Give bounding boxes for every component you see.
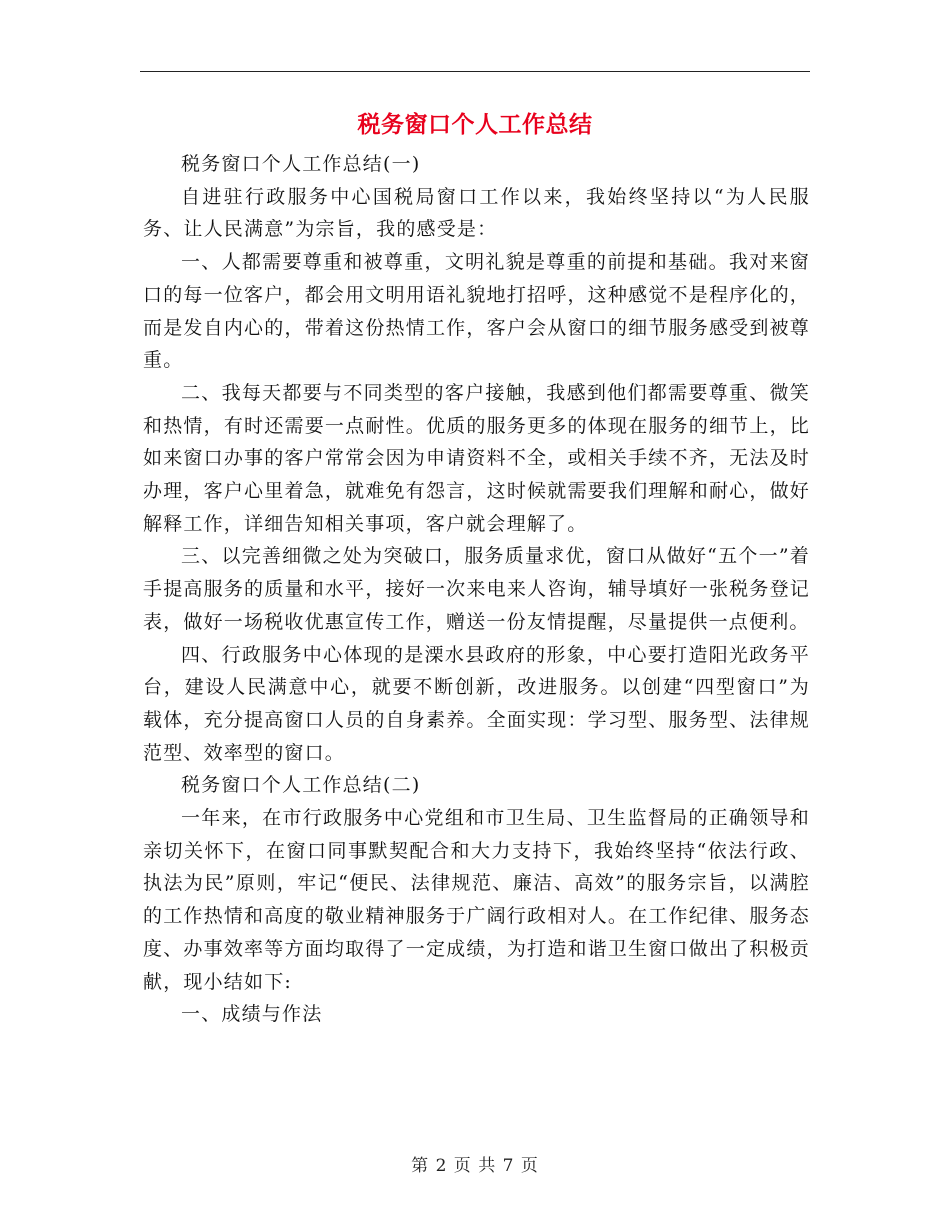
paragraph-point-1: 一、人都需要尊重和被尊重，文明礼貌是尊重的前提和基础。我对来窗口的每一位客户，都会用文明用语礼貌地打招呼，这种感觉不是程序化的，而是发自内心的，带着这份热情工作，客户会从窗口的细节服务感受到被尊重。 (143, 251, 810, 372)
document-body (143, 148, 810, 1031)
subheading-achievements: 一、成绩与作法 (181, 1003, 323, 1026)
paragraph-point-4: 四、行政服务中心体现的是溧水县政府的形象，中心要打造阳光政务平台，建设人民满意中心，就要不断创新，改进服务。以创建“四型窗口”为载体，充分提高窗口人员的自身素养。全面实现：学习型、服务型、法律规范型、效率型的窗口。 (143, 643, 810, 764)
header-rule (140, 71, 810, 72)
page-footer: 第 2 页 共 7 页 (411, 1156, 539, 1176)
document-title: 税务窗口个人工作总结 (357, 111, 593, 138)
section-heading-1: 税务窗口个人工作总结(一) (181, 153, 421, 175)
paragraph-point-2: 二、我每天都要与不同类型的客户接触，我感到他们都需要尊重、微笑和热情，有时还需要一点耐性。优质的服务更多的体现在服务的细节上，比如来窗口办事的客户常常会因为申请资料不全，或相关手续不齐，无法及时办理，客户心里着急，就难免有怨言，这时候就需要我们理解和耐心，做好解释工作，详细告知相关事项，客户就会理解了。 (143, 381, 810, 535)
paragraph-point-3: 三、以完善细微之处为突破口，服务质量求优，窗口从做好“五个一”着手提高服务的质量和水平，接好一次来电来人咨询，辅导填好一张税务登记表，做好一场税收优惠宣传工作，赠送一份友情提醒，尽量提供一点便利。 (143, 545, 810, 633)
paragraph-intro: 自进驻行政服务中心国税局窗口工作以来，我始终坚持以“为人民服务、让人民满意”为宗旨，我的感受是： (143, 185, 810, 241)
section-heading-2: 税务窗口个人工作总结(二) (181, 774, 421, 797)
paragraph-summary: 一年来，在市行政服务中心党组和市卫生局、卫生监督局的正确领导和亲切关怀下，在窗口同事默契配合和大力支持下，我始终坚持“依法行政、执法为民”原则，牢记“便民、法律规范、廉洁、高效”的服务宗旨，以满腔的工作热情和高度的敬业精神服务于广阔行政相对人。在工作纪律、服务态度、办事效率等方面均取得了一定成绩，为打造和谐卫生窗口做出了积极贡献，现小结如下: (143, 807, 810, 993)
